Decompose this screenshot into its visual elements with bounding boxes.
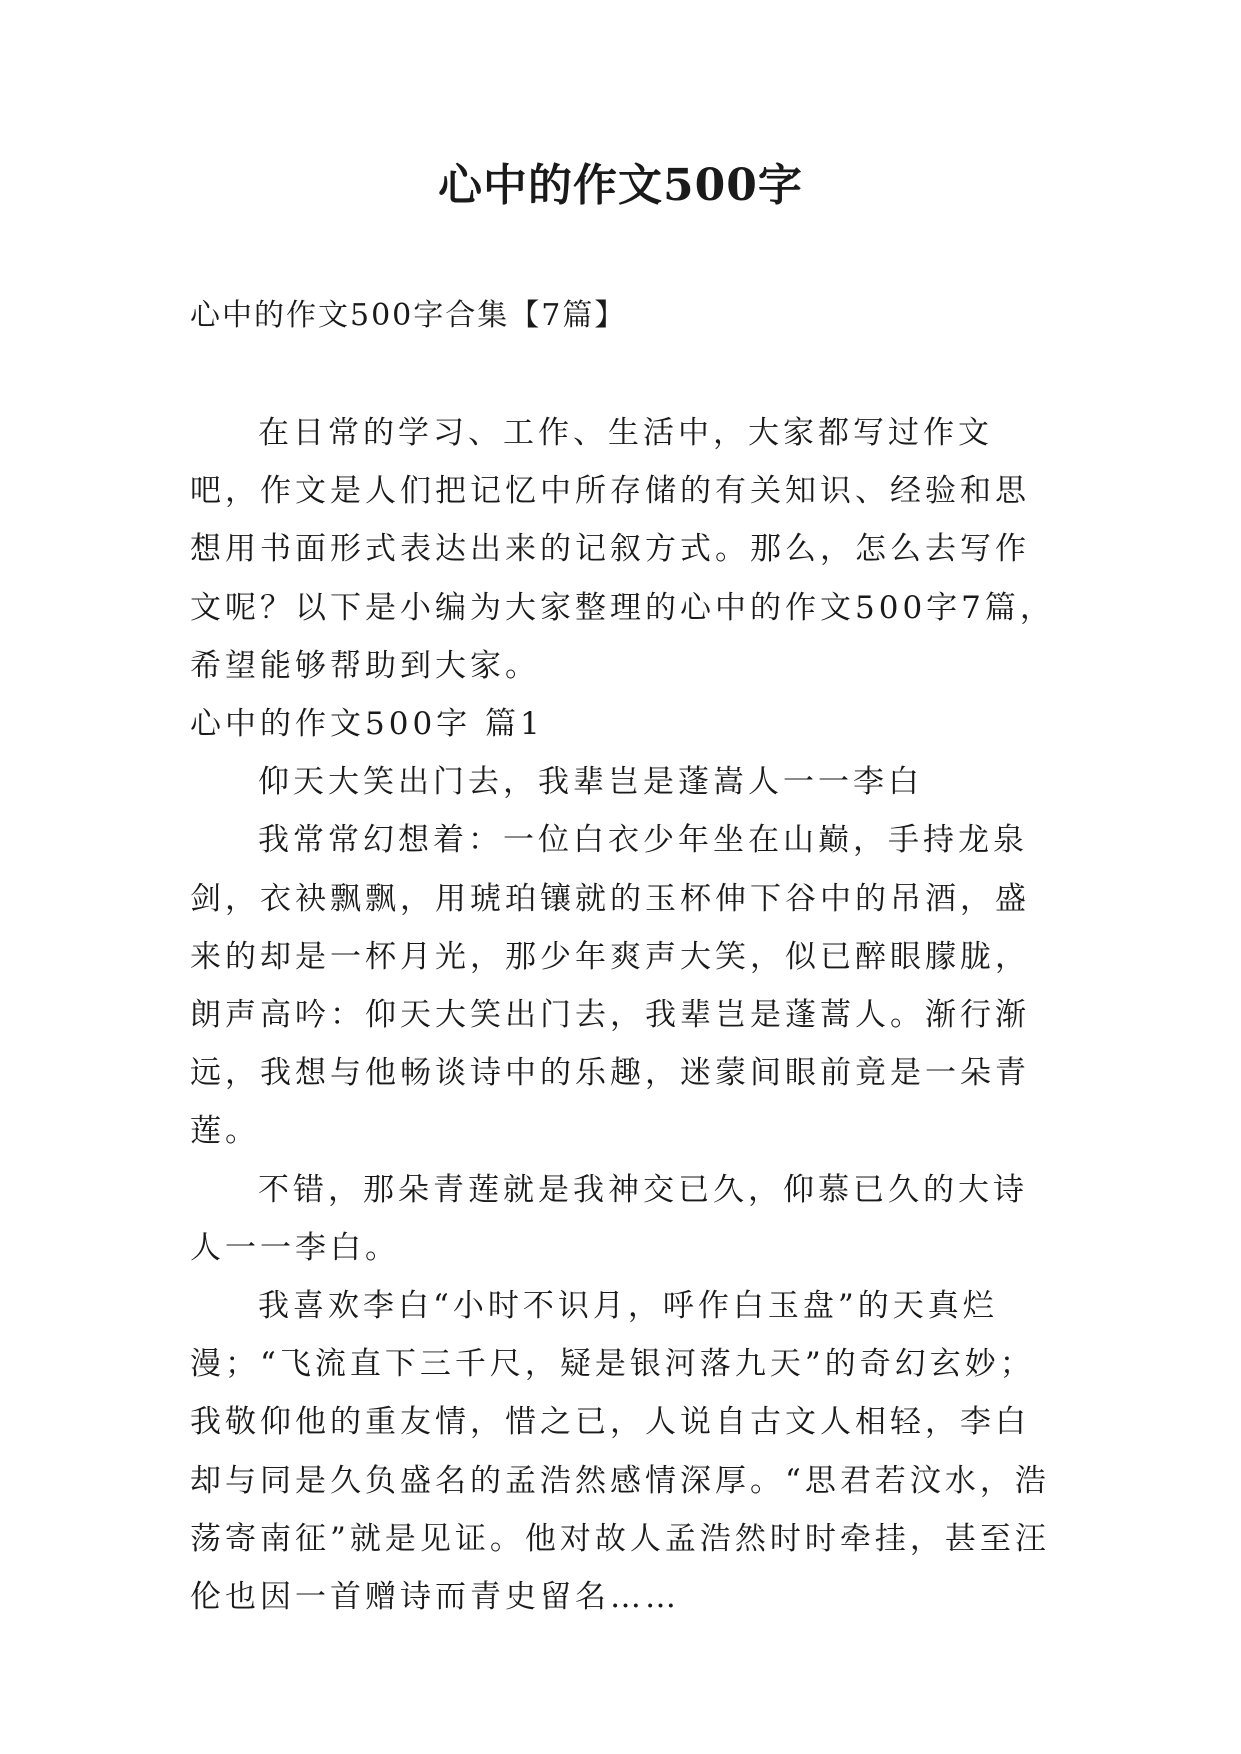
- section-heading: 心中的作文500字 篇1: [190, 706, 544, 743]
- document-title: 心中的作文500字: [438, 160, 803, 211]
- body-paragraph: 我喜欢李白“小时不识月，呼作白玉盘”的天真烂漫；“飞流直下三千尺，疑是银河落九天”的奇幻玄妙；我敬仰他的重友情，惜之已，人说自古文人相轻，李白却与同是久负盛名的孟浩然感情深厚。“思君若汶水，浩荡寄南征”就是见证。他对故人孟浩然时时牵挂，甚至汪伦也因一首赠诗而青史留名……: [190, 1288, 1050, 1616]
- document-body: [190, 404, 1056, 1626]
- intro-paragraph: 在日常的学习、工作、生活中，大家都写过作文吧，作文是人们把记忆中所存储的有关知识、经验和思想用书面形式表达出来的记叙方式。那么，怎么去写作文呢？以下是小编为大家整理的心中的作文500字7篇，希望能够帮助到大家。: [190, 415, 1055, 684]
- body-paragraph: 不错，那朵青莲就是我神交已久，仰慕已久的大诗人一一李白。: [190, 1171, 1028, 1266]
- body-paragraph: 仰天大笑出门去，我辈岂是蓬嵩人一一李白: [258, 764, 923, 801]
- body-paragraph: 我常常幻想着：一位白衣少年坐在山巅，手持龙泉剑，衣袂飘飘，用琥珀镶就的玉杯伸下谷中的吊酒，盛来的却是一杯月光，那少年爽声大笑，似已醉眼朦胧，朗声高吟：仰天大笑出门去，我辈岂是蓬蒿人。渐行渐远，我想与他畅谈诗中的乐趣，迷蒙间眼前竟是一朵青莲。: [190, 822, 1030, 1150]
- document-subtitle: 心中的作文500字合集【7篇】: [190, 298, 627, 333]
